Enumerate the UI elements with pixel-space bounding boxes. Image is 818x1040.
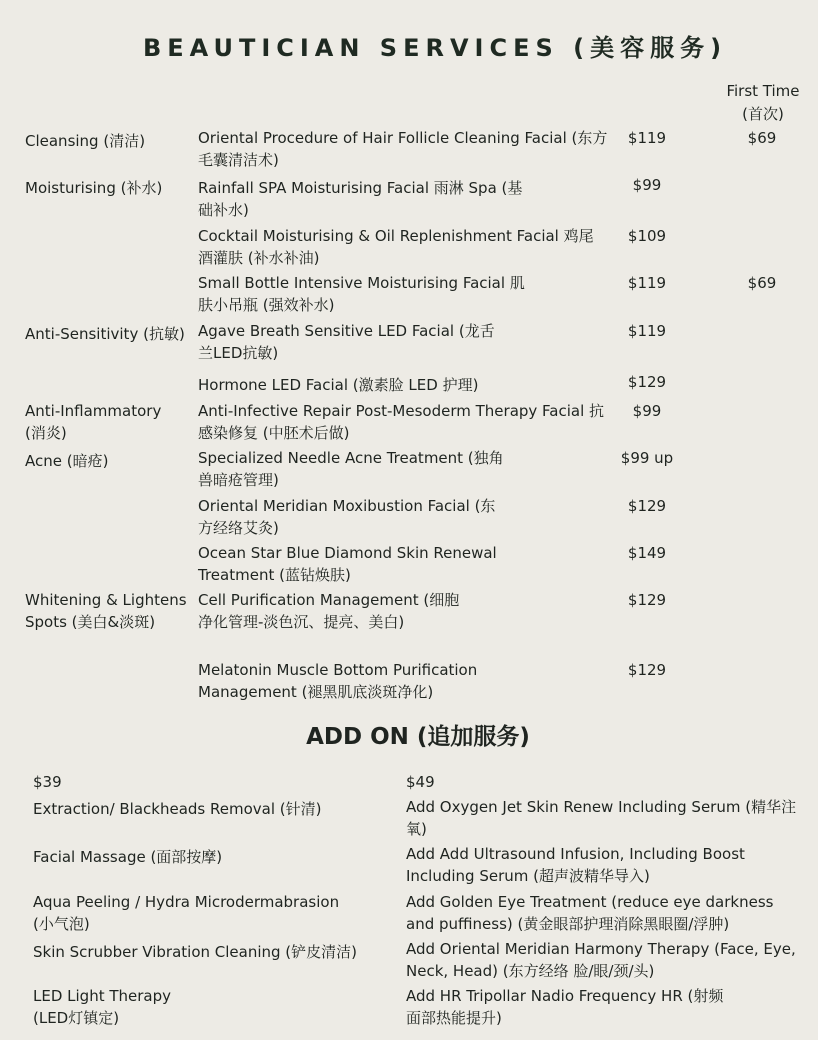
service-first-time-price: $69 — [747, 129, 777, 147]
service-name: Cell Purification Management (细胞净化管理-淡色沉、提亮、美白) — [198, 591, 460, 631]
add-on-item: Skin Scrubber Vibration Cleaning (铲皮清洁) — [33, 943, 358, 961]
add-on-item: Extraction/ Blackheads Removal (针清) — [33, 800, 322, 818]
category-anti-sensitivity: Anti-Sensitivity (抗敏) — [25, 325, 185, 343]
service-name: Specialized Needle Acne Treatment (独角兽暗疮管理) — [198, 449, 504, 489]
add-on-item: Add Oriental Meridian Harmony Therapy (Face, Eye, Neck, Head) (东方经络 脸/眼/颈/头) — [406, 940, 796, 980]
add-on-title: ADD ON (追加服务) — [306, 724, 530, 750]
add-on-item: LED Light Therapy (LED灯镇定) — [33, 987, 172, 1027]
service-name: Oriental Meridian Moxibustion Facial (东方经络艾灸) — [198, 497, 496, 537]
add-on-item: Add Add Ultrasound Infusion, Including Boost Including Serum (超声波精华导入) — [406, 845, 745, 885]
service-price: $109 — [627, 227, 667, 245]
service-name: Oriental Procedure of Hair Follicle Cleaning Facial (东方毛囊清洁术) — [198, 129, 608, 169]
service-price: $99 — [632, 176, 662, 194]
category-whitening: Whitening & Lightens Spots (美白&淡斑) — [25, 591, 187, 631]
service-name: Melatonin Muscle Bottom Purification Management (褪黑肌底淡斑净化) — [198, 661, 478, 701]
service-price: $99 — [632, 402, 662, 420]
service-name: Ocean Star Blue Diamond Skin Renewal Treatment (蓝钻焕肤) — [198, 544, 497, 584]
service-name: Rainfall SPA Moisturising Facial 雨淋 Spa (基础补水) — [198, 179, 523, 219]
service-price: $129 — [627, 497, 667, 515]
category-anti-inflammatory: Anti-Inflammatory (消炎) — [25, 402, 162, 442]
first-time-label-cn: (首次) — [742, 105, 784, 123]
service-name: Anti-Infective Repair Post-Mesoderm Therapy Facial 抗感染修复 (中胚术后做) — [198, 402, 605, 442]
add-on-item: Aqua Peeling / Hydra Microdermabrasion (小气泡) — [33, 893, 340, 933]
service-price: $149 — [627, 544, 667, 562]
add-on-item: Add HR Tripollar Nadio Frequency HR (射频面部热能提升) — [406, 987, 724, 1027]
category-moisturising: Moisturising (补水) — [25, 179, 163, 197]
add-on-item: Facial Massage (面部按摩) — [33, 848, 223, 866]
service-first-time-price: $69 — [747, 274, 777, 292]
add-on-item: Add Oxygen Jet Skin Renew Including Serum (精华注氧) — [406, 798, 797, 838]
service-price: $129 — [627, 373, 667, 391]
page-title: BEAUTICIAN SERVICES (美容服务) — [142, 34, 728, 62]
category-cleansing: Cleansing (清洁) — [25, 132, 146, 150]
first-time-label: First Time — [726, 82, 800, 100]
service-price: $119 — [627, 274, 667, 292]
first-time-header — [716, 80, 810, 126]
service-price: $119 — [627, 322, 667, 340]
add-on-right-price: $49 — [406, 773, 435, 791]
service-name: Small Bottle Intensive Moisturising Facial 肌肤小吊瓶 (强效补水) — [198, 274, 525, 314]
service-price: $129 — [627, 591, 667, 609]
service-name: Agave Breath Sensitive LED Facial (龙舌兰LED抗敏) — [198, 322, 495, 362]
category-acne: Acne (暗疮) — [25, 452, 109, 470]
service-name: Cocktail Moisturising & Oil Replenishment Facial 鸡尾酒灌肤 (补水补油) — [198, 227, 594, 267]
service-price: $129 — [627, 661, 667, 679]
service-price: $119 — [627, 129, 667, 147]
add-on-left-price: $39 — [33, 773, 62, 791]
service-name: Hormone LED Facial (激素脸 LED 护理) — [198, 376, 479, 394]
add-on-item: Add Golden Eye Treatment (reduce eye darkness and puffiness) (黄金眼部护理消除黑眼圈/浮肿) — [406, 893, 774, 933]
service-price: $99 up — [620, 449, 674, 467]
